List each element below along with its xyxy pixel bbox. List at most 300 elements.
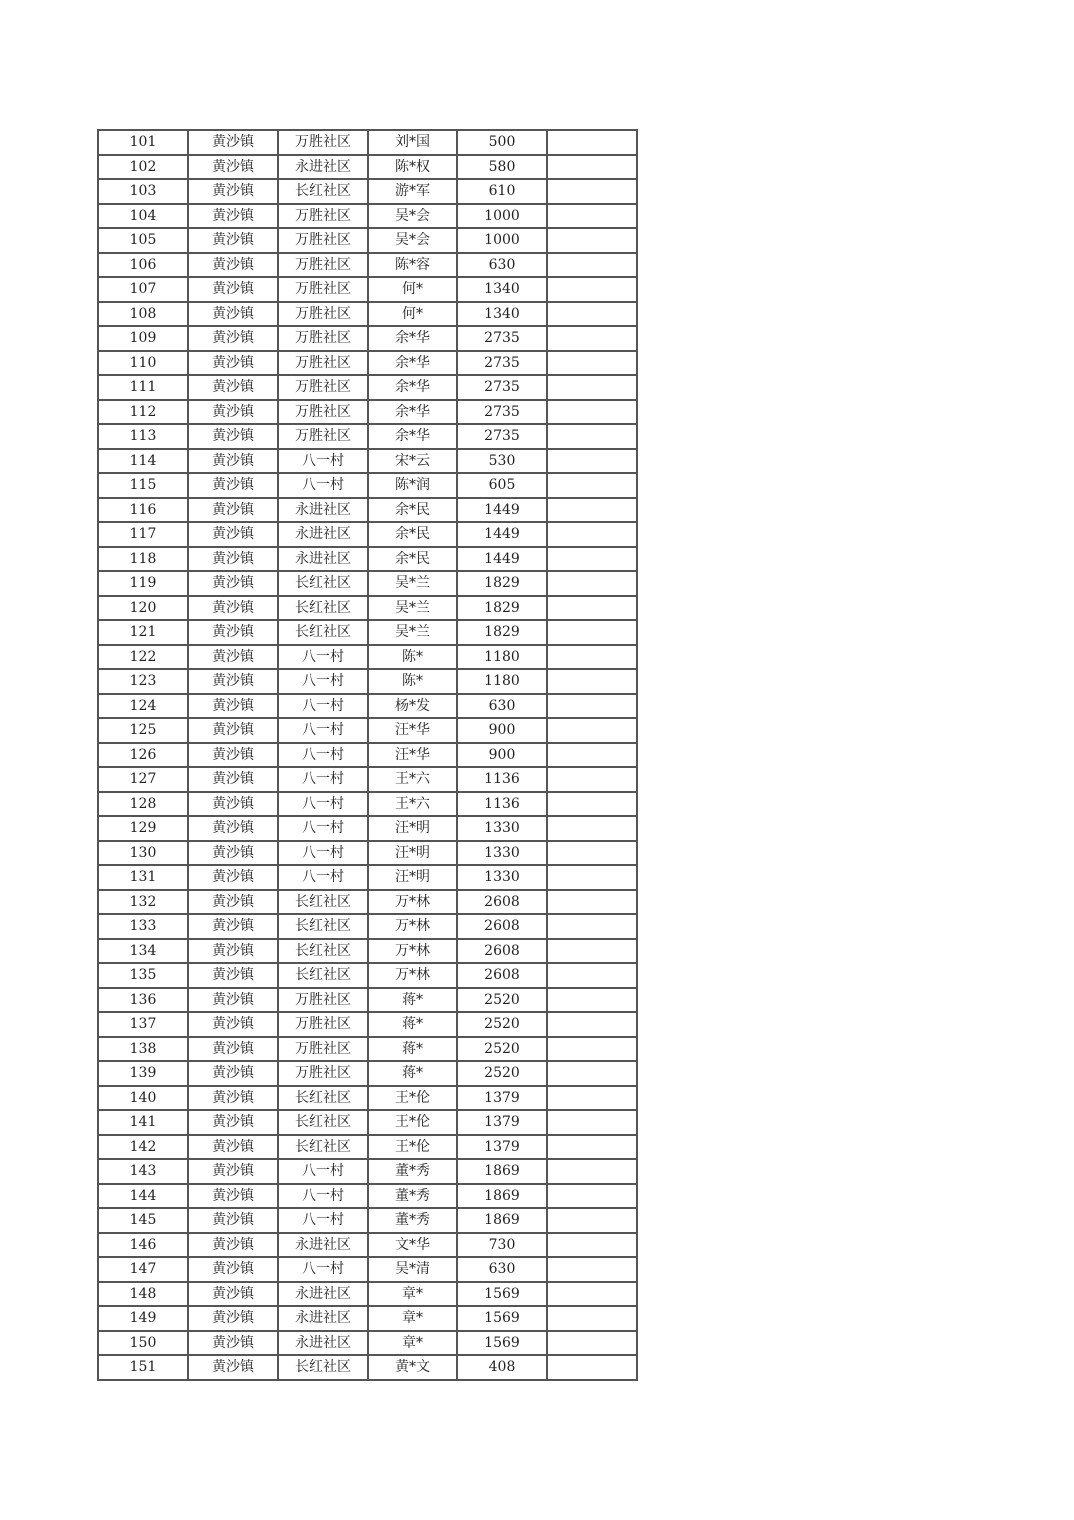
row-number-cell: 144 — [98, 1184, 188, 1209]
row-number-cell: 128 — [98, 792, 188, 817]
person-name-cell: 汪*明 — [368, 865, 457, 890]
table-row — [98, 326, 637, 351]
town-cell: 黄沙镇 — [188, 253, 278, 278]
person-name-cell: 何* — [368, 277, 457, 302]
person-name-cell: 游*军 — [368, 179, 457, 204]
table-row — [98, 1012, 637, 1037]
community-cell: 万胜社区 — [278, 424, 368, 449]
person-name-cell: 余*华 — [368, 351, 457, 376]
note-cell — [547, 1086, 637, 1111]
town-cell: 黄沙镇 — [188, 571, 278, 596]
note-cell — [547, 424, 637, 449]
amount-cell: 2520 — [457, 988, 547, 1013]
row-number-cell: 115 — [98, 473, 188, 498]
town-cell: 黄沙镇 — [188, 620, 278, 645]
amount-cell: 630 — [457, 694, 547, 719]
row-number-cell: 106 — [98, 253, 188, 278]
table-row — [98, 1037, 637, 1062]
table-row — [98, 498, 637, 523]
town-cell: 黄沙镇 — [188, 326, 278, 351]
row-number-cell: 141 — [98, 1110, 188, 1135]
community-cell: 长红社区 — [278, 890, 368, 915]
note-cell — [547, 1306, 637, 1331]
table-row — [98, 963, 637, 988]
note-cell — [547, 890, 637, 915]
table-row — [98, 816, 637, 841]
note-cell — [547, 522, 637, 547]
note-cell — [547, 1331, 637, 1356]
town-cell: 黄沙镇 — [188, 963, 278, 988]
person-name-cell: 余*民 — [368, 547, 457, 572]
amount-cell: 1829 — [457, 596, 547, 621]
row-number-cell: 121 — [98, 620, 188, 645]
town-cell: 黄沙镇 — [188, 865, 278, 890]
table-row — [98, 547, 637, 572]
person-name-cell: 汪*明 — [368, 816, 457, 841]
community-cell: 万胜社区 — [278, 400, 368, 425]
community-cell: 万胜社区 — [278, 1012, 368, 1037]
row-number-cell: 109 — [98, 326, 188, 351]
amount-cell: 1000 — [457, 228, 547, 253]
town-cell: 黄沙镇 — [188, 449, 278, 474]
note-cell — [547, 277, 637, 302]
note-cell — [547, 718, 637, 743]
person-name-cell: 吴*会 — [368, 228, 457, 253]
amount-cell: 2735 — [457, 400, 547, 425]
row-number-cell: 113 — [98, 424, 188, 449]
row-number-cell: 136 — [98, 988, 188, 1013]
community-cell: 万胜社区 — [278, 351, 368, 376]
note-cell — [547, 351, 637, 376]
community-cell: 八一村 — [278, 473, 368, 498]
table-row — [98, 473, 637, 498]
person-name-cell: 陈*容 — [368, 253, 457, 278]
town-cell: 黄沙镇 — [188, 1086, 278, 1111]
note-cell — [547, 841, 637, 866]
note-cell — [547, 963, 637, 988]
table-row — [98, 400, 637, 425]
table-row — [98, 596, 637, 621]
person-name-cell: 章* — [368, 1331, 457, 1356]
person-name-cell: 汪*华 — [368, 718, 457, 743]
note-cell — [547, 1208, 637, 1233]
town-cell: 黄沙镇 — [188, 988, 278, 1013]
row-number-cell: 102 — [98, 155, 188, 180]
community-cell: 永进社区 — [278, 498, 368, 523]
person-name-cell: 王*伦 — [368, 1086, 457, 1111]
note-cell — [547, 400, 637, 425]
town-cell: 黄沙镇 — [188, 1037, 278, 1062]
note-cell — [547, 1135, 637, 1160]
table-row — [98, 1257, 637, 1282]
town-cell: 黄沙镇 — [188, 424, 278, 449]
person-name-cell: 万*林 — [368, 963, 457, 988]
town-cell: 黄沙镇 — [188, 155, 278, 180]
note-cell — [547, 988, 637, 1013]
row-number-cell: 146 — [98, 1233, 188, 1258]
person-name-cell: 董*秀 — [368, 1208, 457, 1233]
person-name-cell: 何* — [368, 302, 457, 327]
amount-cell: 1180 — [457, 645, 547, 670]
note-cell — [547, 767, 637, 792]
town-cell: 黄沙镇 — [188, 351, 278, 376]
amount-cell: 730 — [457, 1233, 547, 1258]
amount-cell: 2608 — [457, 890, 547, 915]
row-number-cell: 120 — [98, 596, 188, 621]
community-cell: 八一村 — [278, 841, 368, 866]
town-cell: 黄沙镇 — [188, 669, 278, 694]
row-number-cell: 130 — [98, 841, 188, 866]
amount-cell: 530 — [457, 449, 547, 474]
note-cell — [547, 473, 637, 498]
amount-cell: 2735 — [457, 351, 547, 376]
person-name-cell: 吴*兰 — [368, 596, 457, 621]
community-cell: 长红社区 — [278, 963, 368, 988]
note-cell — [547, 179, 637, 204]
person-name-cell: 王*六 — [368, 767, 457, 792]
town-cell: 黄沙镇 — [188, 1012, 278, 1037]
table-row — [98, 155, 637, 180]
row-number-cell: 108 — [98, 302, 188, 327]
amount-cell: 900 — [457, 743, 547, 768]
person-name-cell: 董*秀 — [368, 1184, 457, 1209]
amount-cell: 2735 — [457, 375, 547, 400]
community-cell: 万胜社区 — [278, 375, 368, 400]
community-cell: 万胜社区 — [278, 253, 368, 278]
amount-cell: 1379 — [457, 1086, 547, 1111]
note-cell — [547, 375, 637, 400]
note-cell — [547, 669, 637, 694]
note-cell — [547, 449, 637, 474]
town-cell: 黄沙镇 — [188, 816, 278, 841]
town-cell: 黄沙镇 — [188, 1233, 278, 1258]
note-cell — [547, 816, 637, 841]
town-cell: 黄沙镇 — [188, 522, 278, 547]
note-cell — [547, 302, 637, 327]
amount-cell: 630 — [457, 1257, 547, 1282]
person-name-cell: 蒋* — [368, 1012, 457, 1037]
community-cell: 八一村 — [278, 816, 368, 841]
person-name-cell: 蒋* — [368, 988, 457, 1013]
person-name-cell: 宋*云 — [368, 449, 457, 474]
town-cell: 黄沙镇 — [188, 400, 278, 425]
community-cell: 八一村 — [278, 1159, 368, 1184]
amount-cell: 1340 — [457, 302, 547, 327]
row-number-cell: 133 — [98, 914, 188, 939]
amount-cell: 1449 — [457, 498, 547, 523]
row-number-cell: 126 — [98, 743, 188, 768]
table-row — [98, 449, 637, 474]
note-cell — [547, 204, 637, 229]
community-cell: 永进社区 — [278, 1233, 368, 1258]
community-cell: 八一村 — [278, 669, 368, 694]
row-number-cell: 139 — [98, 1061, 188, 1086]
person-name-cell: 万*林 — [368, 939, 457, 964]
amount-cell: 1449 — [457, 547, 547, 572]
note-cell — [547, 1355, 637, 1380]
table-row — [98, 375, 637, 400]
row-number-cell: 137 — [98, 1012, 188, 1037]
amount-cell: 630 — [457, 253, 547, 278]
town-cell: 黄沙镇 — [188, 1184, 278, 1209]
person-name-cell: 余*民 — [368, 498, 457, 523]
community-cell: 八一村 — [278, 718, 368, 743]
community-cell: 万胜社区 — [278, 988, 368, 1013]
row-number-cell: 122 — [98, 645, 188, 670]
community-cell: 八一村 — [278, 865, 368, 890]
row-number-cell: 129 — [98, 816, 188, 841]
amount-cell: 2608 — [457, 914, 547, 939]
amount-cell: 1330 — [457, 865, 547, 890]
row-number-cell: 150 — [98, 1331, 188, 1356]
person-name-cell: 陈* — [368, 669, 457, 694]
community-cell: 万胜社区 — [278, 277, 368, 302]
amount-cell: 1340 — [457, 277, 547, 302]
person-name-cell: 蒋* — [368, 1037, 457, 1062]
person-name-cell: 万*林 — [368, 914, 457, 939]
amount-cell: 1569 — [457, 1331, 547, 1356]
town-cell: 黄沙镇 — [188, 841, 278, 866]
community-cell: 万胜社区 — [278, 326, 368, 351]
row-number-cell: 111 — [98, 375, 188, 400]
amount-cell: 1869 — [457, 1159, 547, 1184]
table-row — [98, 988, 637, 1013]
community-cell: 八一村 — [278, 767, 368, 792]
table-row — [98, 1208, 637, 1233]
table-row — [98, 939, 637, 964]
note-cell — [547, 694, 637, 719]
amount-cell: 2608 — [457, 939, 547, 964]
community-cell: 万胜社区 — [278, 1061, 368, 1086]
amount-cell: 1449 — [457, 522, 547, 547]
note-cell — [547, 1233, 637, 1258]
table-row — [98, 204, 637, 229]
table-row — [98, 1306, 637, 1331]
person-name-cell: 刘*国 — [368, 130, 457, 155]
row-number-cell: 112 — [98, 400, 188, 425]
amount-cell: 1379 — [457, 1110, 547, 1135]
amount-cell: 1829 — [457, 620, 547, 645]
amount-cell: 2735 — [457, 424, 547, 449]
town-cell: 黄沙镇 — [188, 694, 278, 719]
community-cell: 长红社区 — [278, 914, 368, 939]
row-number-cell: 142 — [98, 1135, 188, 1160]
amount-cell: 605 — [457, 473, 547, 498]
roster-table-body — [98, 130, 637, 1380]
town-cell: 黄沙镇 — [188, 890, 278, 915]
person-name-cell: 董*秀 — [368, 1159, 457, 1184]
row-number-cell: 116 — [98, 498, 188, 523]
person-name-cell: 余*华 — [368, 400, 457, 425]
note-cell — [547, 914, 637, 939]
person-name-cell: 吴*兰 — [368, 571, 457, 596]
person-name-cell: 余*华 — [368, 375, 457, 400]
table-row — [98, 669, 637, 694]
table-row — [98, 1110, 637, 1135]
town-cell: 黄沙镇 — [188, 302, 278, 327]
row-number-cell: 114 — [98, 449, 188, 474]
town-cell: 黄沙镇 — [188, 1282, 278, 1307]
town-cell: 黄沙镇 — [188, 939, 278, 964]
table-row — [98, 424, 637, 449]
person-name-cell: 章* — [368, 1282, 457, 1307]
person-name-cell: 余*民 — [368, 522, 457, 547]
row-number-cell: 123 — [98, 669, 188, 694]
table-row — [98, 1355, 637, 1380]
note-cell — [547, 1037, 637, 1062]
table-row — [98, 1282, 637, 1307]
row-number-cell: 105 — [98, 228, 188, 253]
note-cell — [547, 620, 637, 645]
community-cell: 长红社区 — [278, 1135, 368, 1160]
note-cell — [547, 743, 637, 768]
town-cell: 黄沙镇 — [188, 1110, 278, 1135]
table-row — [98, 890, 637, 915]
amount-cell: 610 — [457, 179, 547, 204]
note-cell — [547, 1282, 637, 1307]
town-cell: 黄沙镇 — [188, 743, 278, 768]
note-cell — [547, 645, 637, 670]
community-cell: 永进社区 — [278, 1306, 368, 1331]
person-name-cell: 余*华 — [368, 424, 457, 449]
town-cell: 黄沙镇 — [188, 375, 278, 400]
note-cell — [547, 326, 637, 351]
row-number-cell: 135 — [98, 963, 188, 988]
amount-cell: 1569 — [457, 1282, 547, 1307]
community-cell: 永进社区 — [278, 1282, 368, 1307]
row-number-cell: 147 — [98, 1257, 188, 1282]
row-number-cell: 134 — [98, 939, 188, 964]
amount-cell: 1869 — [457, 1184, 547, 1209]
amount-cell: 500 — [457, 130, 547, 155]
table-row — [98, 718, 637, 743]
amount-cell: 1330 — [457, 841, 547, 866]
table-row — [98, 130, 637, 155]
community-cell: 万胜社区 — [278, 228, 368, 253]
person-name-cell: 王*伦 — [368, 1110, 457, 1135]
person-name-cell: 万*林 — [368, 890, 457, 915]
table-row — [98, 792, 637, 817]
town-cell: 黄沙镇 — [188, 1061, 278, 1086]
amount-cell: 2735 — [457, 326, 547, 351]
row-number-cell: 119 — [98, 571, 188, 596]
row-number-cell: 145 — [98, 1208, 188, 1233]
town-cell: 黄沙镇 — [188, 718, 278, 743]
community-cell: 长红社区 — [278, 620, 368, 645]
community-cell: 万胜社区 — [278, 1037, 368, 1062]
note-cell — [547, 253, 637, 278]
community-cell: 八一村 — [278, 1208, 368, 1233]
table-row — [98, 522, 637, 547]
note-cell — [547, 1184, 637, 1209]
community-cell: 八一村 — [278, 645, 368, 670]
amount-cell: 408 — [457, 1355, 547, 1380]
row-number-cell: 124 — [98, 694, 188, 719]
town-cell: 黄沙镇 — [188, 204, 278, 229]
community-cell: 八一村 — [278, 449, 368, 474]
amount-cell: 2608 — [457, 963, 547, 988]
table-row — [98, 1159, 637, 1184]
person-name-cell: 蒋* — [368, 1061, 457, 1086]
town-cell: 黄沙镇 — [188, 228, 278, 253]
table-row — [98, 228, 637, 253]
community-cell: 永进社区 — [278, 522, 368, 547]
town-cell: 黄沙镇 — [188, 277, 278, 302]
community-cell: 长红社区 — [278, 571, 368, 596]
town-cell: 黄沙镇 — [188, 130, 278, 155]
note-cell — [547, 498, 637, 523]
table-row — [98, 1331, 637, 1356]
note-cell — [547, 865, 637, 890]
note-cell — [547, 596, 637, 621]
person-name-cell: 汪*明 — [368, 841, 457, 866]
town-cell: 黄沙镇 — [188, 914, 278, 939]
amount-cell: 2520 — [457, 1012, 547, 1037]
amount-cell: 580 — [457, 155, 547, 180]
community-cell: 长红社区 — [278, 1086, 368, 1111]
town-cell: 黄沙镇 — [188, 596, 278, 621]
person-name-cell: 陈*润 — [368, 473, 457, 498]
amount-cell: 1136 — [457, 792, 547, 817]
table-row — [98, 914, 637, 939]
row-number-cell: 143 — [98, 1159, 188, 1184]
note-cell — [547, 939, 637, 964]
person-name-cell: 王*六 — [368, 792, 457, 817]
town-cell: 黄沙镇 — [188, 1257, 278, 1282]
person-name-cell: 余*华 — [368, 326, 457, 351]
table-row — [98, 1061, 637, 1086]
community-cell: 八一村 — [278, 1257, 368, 1282]
table-row — [98, 767, 637, 792]
table-row — [98, 841, 637, 866]
town-cell: 黄沙镇 — [188, 1208, 278, 1233]
amount-cell: 1000 — [457, 204, 547, 229]
row-number-cell: 117 — [98, 522, 188, 547]
community-cell: 长红社区 — [278, 596, 368, 621]
table-row — [98, 179, 637, 204]
note-cell — [547, 228, 637, 253]
note-cell — [547, 1257, 637, 1282]
row-number-cell: 138 — [98, 1037, 188, 1062]
amount-cell: 1330 — [457, 816, 547, 841]
note-cell — [547, 1159, 637, 1184]
town-cell: 黄沙镇 — [188, 547, 278, 572]
town-cell: 黄沙镇 — [188, 767, 278, 792]
town-cell: 黄沙镇 — [188, 179, 278, 204]
row-number-cell: 140 — [98, 1086, 188, 1111]
community-cell: 万胜社区 — [278, 130, 368, 155]
community-cell: 长红社区 — [278, 1355, 368, 1380]
note-cell — [547, 130, 637, 155]
town-cell: 黄沙镇 — [188, 473, 278, 498]
community-cell: 八一村 — [278, 743, 368, 768]
town-cell: 黄沙镇 — [188, 1355, 278, 1380]
roster-table — [97, 129, 638, 1381]
amount-cell: 1829 — [457, 571, 547, 596]
town-cell: 黄沙镇 — [188, 498, 278, 523]
row-number-cell: 131 — [98, 865, 188, 890]
row-number-cell: 148 — [98, 1282, 188, 1307]
table-row — [98, 645, 637, 670]
town-cell: 黄沙镇 — [188, 1159, 278, 1184]
row-number-cell: 110 — [98, 351, 188, 376]
note-cell — [547, 547, 637, 572]
row-number-cell: 103 — [98, 179, 188, 204]
amount-cell: 1379 — [457, 1135, 547, 1160]
person-name-cell: 文*华 — [368, 1233, 457, 1258]
amount-cell: 1569 — [457, 1306, 547, 1331]
person-name-cell: 黄*文 — [368, 1355, 457, 1380]
